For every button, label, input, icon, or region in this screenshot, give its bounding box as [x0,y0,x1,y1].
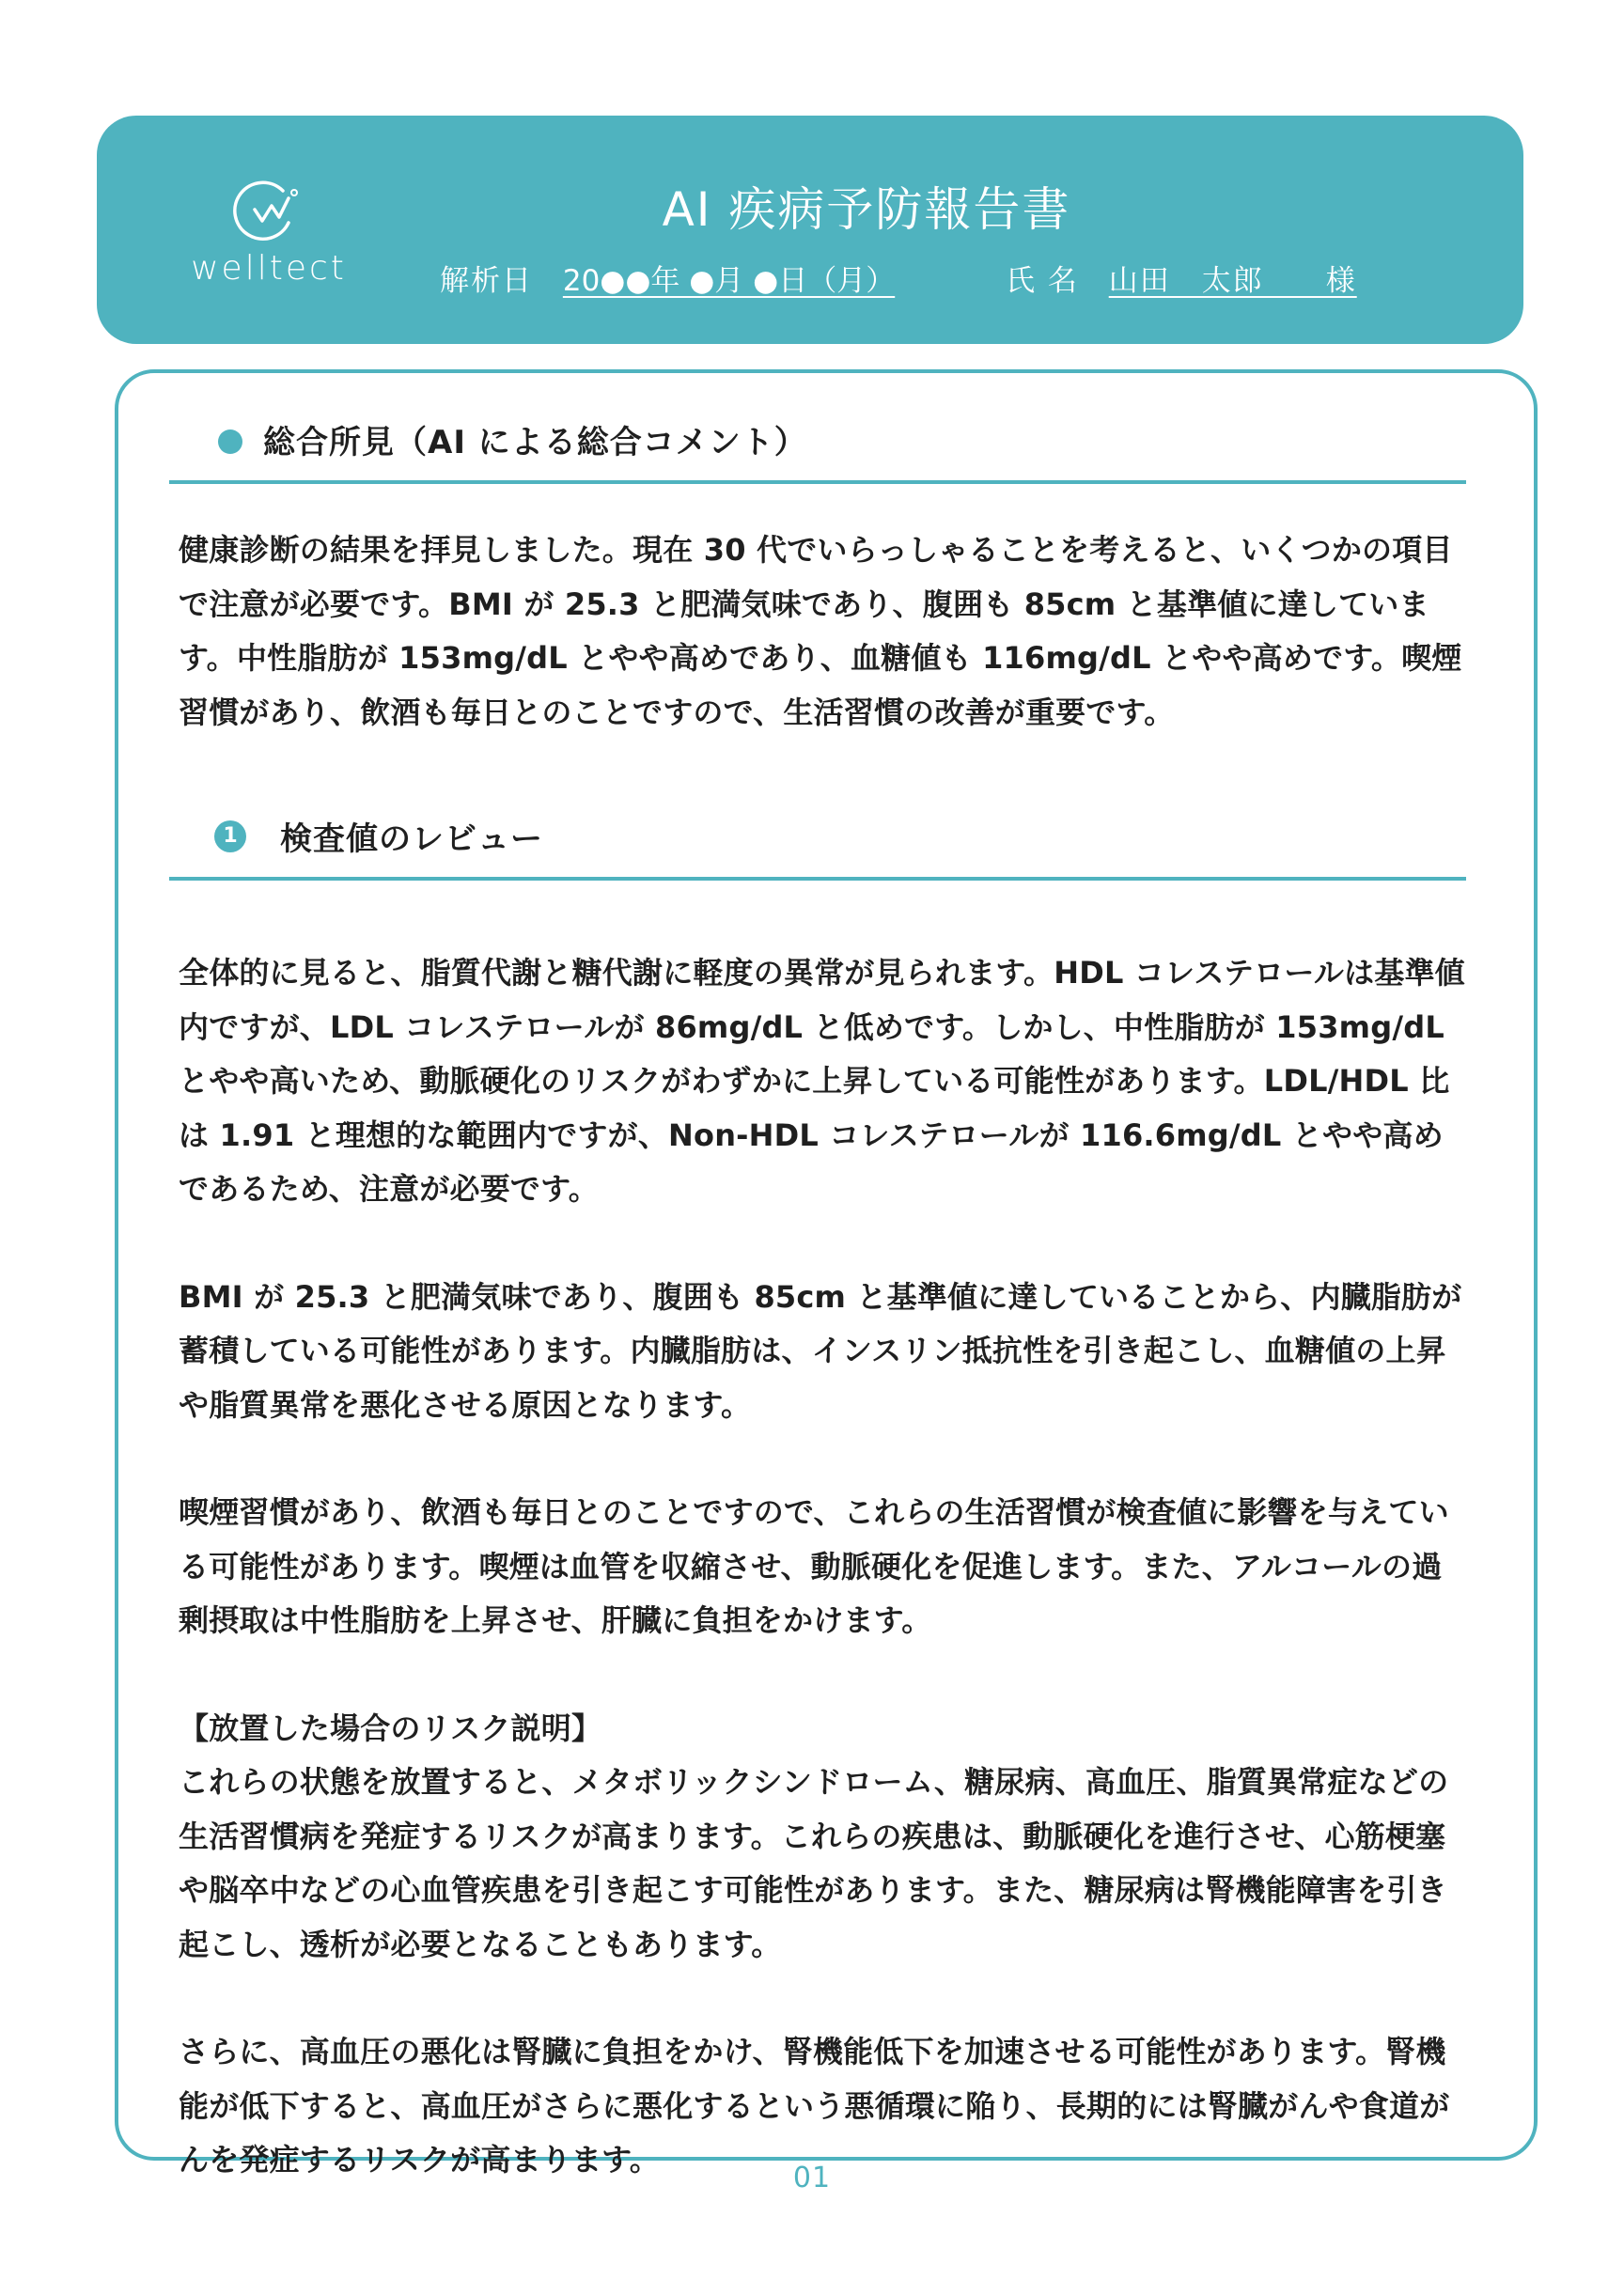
report-title: AI 疾病予防報告書 [662,182,1071,237]
summary-body [179,523,1466,740]
name-label: 氏 名 [1006,264,1079,298]
section-number-badge: 1 [214,820,246,852]
summary-section-header [169,401,1466,484]
bullet-dot-icon [218,429,242,454]
date-value: 20●●年 ●月 ●日（月） [562,264,896,298]
logo-text: welltect [191,249,347,288]
name-value: 山田 太郎 様 [1108,264,1357,298]
review-paragraph-4: これらの状態を放置すると、メタボリックシンドローム、糖尿病、高血圧、脂質異常症などの生活習慣病を発症するリスクが高まります。これらの疾患は、動脈硬化を進行させ、心筋梗塞や脳卒中などの心血管疾患を引き起こす可能性があります。また、糖尿病は腎機能障害を引き起こし、透析が必要となることもあります。 [179,1764,1449,1962]
page-number: 01 [792,2162,832,2194]
analysis-date [440,257,895,299]
date-label: 解析日 [440,264,533,298]
review-paragraph-3: 喫煙習慣があり、飲酒も毎日とのことですので、これらの生活習慣が検査値に影響を与えている可能性があります。喫煙は血管を収縮させ、動脈硬化を促進します。また、アルコールの過剰摂取は中性脂肪を上昇させ、肝臓に負担をかけます。 [179,1494,1449,1638]
review-paragraph-2: BMI が 25.3 と肥満気味であり、腹囲も 85cm と基準値に達していることから、内臓脂肪が蓄積している可能性があります。内臓脂肪は、インスリン抵抗性を引き起こし、血糖値の上昇や脂質異常を悪化させる原因となります。 [179,1278,1462,1423]
review-body [179,946,1466,2188]
patient-name [1006,257,1357,299]
summary-section-title: 総合所見（AI による総合コメント） [263,424,807,461]
summary-paragraph: 健康診断の結果を拝見しました。現在 30 代でいらっしゃることを考えると、いくつかの項目で注意が必要です。BMI が 25.3 と肥満気味であり、腹囲も 85cm と基準値に達しています。中性脂肪が 153mg/dL とやや高めであり、血糖値も 116mg/dL とやや高めです。喫煙習慣があり、飲酒も毎日とのことですので、生活習慣の改善が重要です。 [179,532,1462,730]
report-header [97,116,1523,344]
review-paragraph-1: 全体的に見ると、脂質代謝と糖代謝に軽度の異常が見られます。HDL コレステロールは基準値内ですが、LDL コレステロールが 86mg/dL と低めです。しかし、中性脂肪が 153mg/dL とやや高いため、動脈硬化のリスクがわずかに上昇している可能性があります。LDL/HDL 比は 1.91 と理想的な範囲内ですが、Non-HDL コレステロールが 116.6mg/dL とやや高めであるため、注意が必要です。 [179,955,1465,1207]
risk-heading: 【放置した場合のリスク説明】 [179,1710,602,1746]
review-paragraph-5: さらに、高血圧の悪化は腎臓に負担をかけ、腎機能低下を加速させる可能性があります。腎機能が低下すると、高血圧がさらに悪化するという悪循環に陥り、長期的には腎臓がんや食道がんを発症するリスクが高まります。 [179,2034,1450,2178]
review-section-header [169,798,1466,881]
review-section-title: 検査値のレビュー [280,820,543,858]
